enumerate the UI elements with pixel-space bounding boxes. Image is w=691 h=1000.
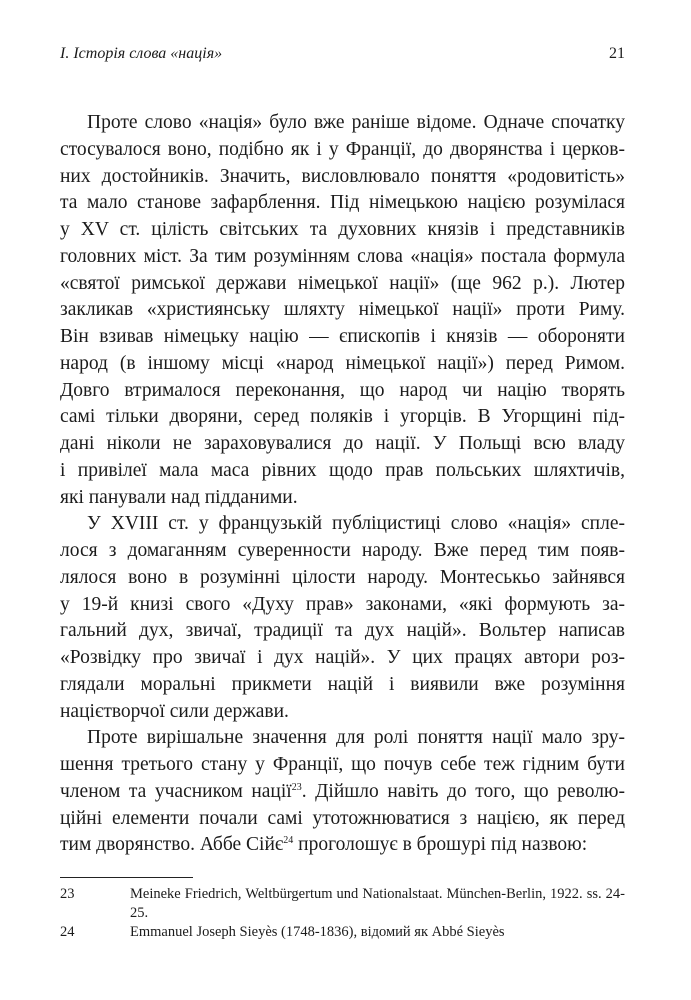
text-line: лося з домаганням суверенности народу. Вже перед тим появ- [60,540,625,561]
footnote-23 [60,885,625,923]
text-line: та мало станове зафарблення. Під німецькою нацією розумілася [60,192,625,214]
text-line: ційні елементи почали самі утотожнюватися з нацією, як перед [60,807,625,829]
text-line: закликав «християнську шляхту німецької нації» проти Риму. [60,299,625,321]
text-line: націєтворчої сили держави. [60,700,289,722]
running-head: I. Історія слова «нація» [60,45,223,62]
text-line: Довго втрималося переконання, що народ чи націю творять [60,379,625,401]
footnote-number: 23 [60,886,75,902]
text-line: дані ніколи не зараховувалися до нації. У Польщі всю владу [60,433,625,454]
text-segment: . Дійшло навіть до того, що револю- [301,780,625,802]
text-line: Проте слово «нація» було вже раніше відоме. Одначе спочатку [87,112,625,133]
footnote-24 [60,923,625,942]
text-line: у 19-й книзі свого «Духу прав» законами, «які формують за- [60,593,625,615]
text-line: народ (в іншому місці «народ німецької нації») перед Римом. [60,352,625,374]
text-line [60,779,625,806]
text-line: них достойників. Значить, висловлювало поняття «родовитість» [60,165,625,187]
footnote-ref[interactable]: 23 [291,781,302,793]
footnote-text: Meineke Friedrich, Weltbürgertum und Nationalstaat. München-Berlin, 1922. ss. 24-25. [130,886,625,921]
text-line: гальний дух, звичаї, традиції та дух націй». Вольтер написав [60,620,625,642]
footnote-number: 24 [60,924,75,940]
text-line: у XV ст. цілість світських та духовних князів і представників [60,219,625,240]
text-line: У XVIII ст. у французькій публіцистиці слово «нація» спле- [87,513,625,535]
footnote-text: Emmanuel Joseph Sieyès (1748-1836), відомий як Abbé Sieyès [130,924,505,940]
text-segment: тим дворянство. Аббе Сійє [60,834,284,856]
body-text [60,110,625,859]
text-line: глядали моральні прикмети націй і виявили вже розуміння [60,673,625,695]
text-line: і привілеї мала маса рівних щодо прав польських шляхтичів, [60,459,625,481]
text-line: самі тільки дворяни, серед поляків і угорців. В Угорщині під- [60,406,625,428]
footnote-ref[interactable]: 24 [283,835,294,847]
text-line: Він взивав німецьку націю — єпископів і князів — обороняти [60,326,625,347]
text-line: «Розвідку про звичаї і дух націй». У цих працях автори роз- [60,647,625,668]
text-line: стосувалося воно, подібно як і у Франції, до дворянства і церков- [60,138,625,160]
page-number: 21 [609,45,625,62]
text-line: головних міст. За тим розумінням слова «нація» постала формула [60,245,625,267]
text-line [60,832,625,859]
text-line: шення третього стану у Франції, що почув себе теж гідним бути [60,754,625,775]
text-line: лялося воно в розумінні цілости народу. Монтеськьо зайнявся [60,566,625,588]
text-segment: членом та учасником нації [60,780,292,802]
text-segment: проголошує в брошурі під назвою: [293,834,588,856]
text-line: які панували над підданими. [60,486,298,508]
text-line: Проте вирішальне значення для ролі поняття нації мало зру- [87,727,625,749]
text-line: «святої римської держави німецької нації» (ще 962 р.). Лютер [60,272,625,294]
footnote-rule [60,877,193,878]
